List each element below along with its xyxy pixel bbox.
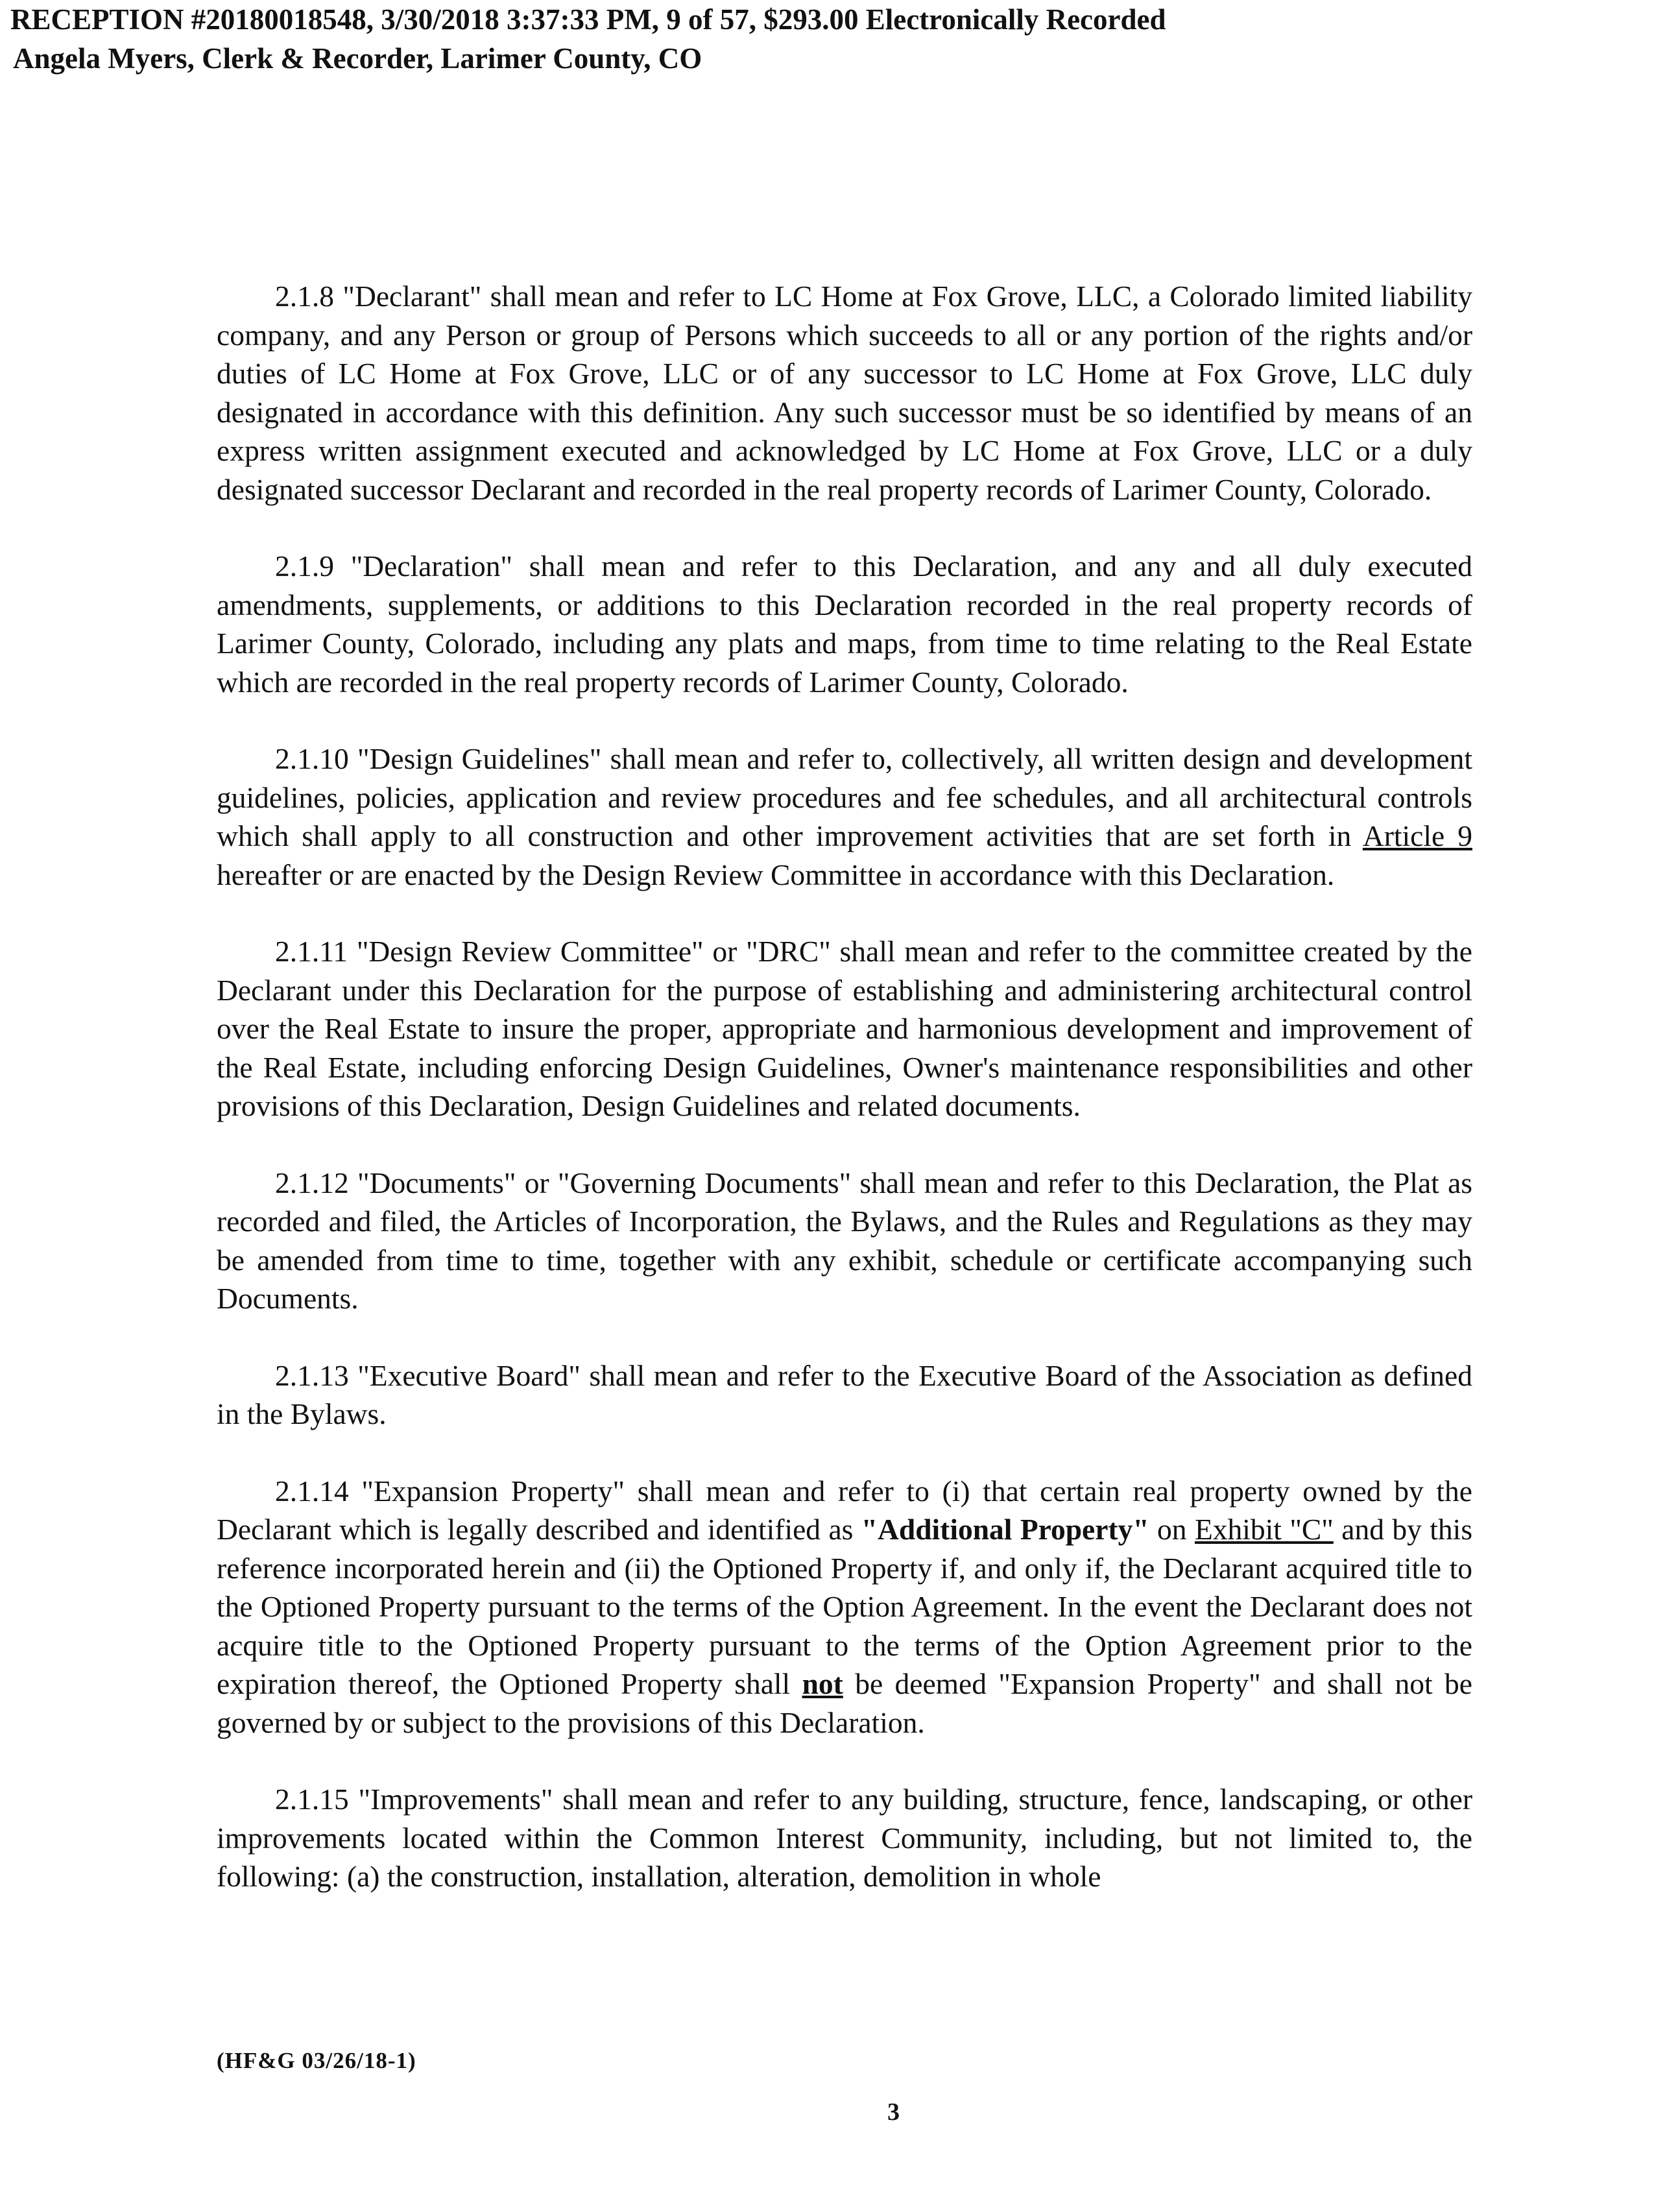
recording-header-line2: Angela Myers, Clerk & Recorder, Larimer County, CO — [13, 42, 702, 75]
definition-improvements: 2.1.15 "Improvements" shall mean and refer to any building, structure, fence, landscaping, or other improvements located within the Common Interest Community, including, but not limited to, the following: (a) the construction, installation, alteration, demolition in whole — [217, 1783, 1472, 1893]
definition-expansion-property — [217, 1472, 1472, 1742]
page-number: 3 — [887, 2098, 900, 2126]
definition-declarant: 2.1.8 "Declarant" shall mean and refer to LC Home at Fox Grove, LLC, a Colorado limited liability company, and any Person or group of Persons which succeeds to all or any portion of the rights and/or duties of LC Home at Fox Grove, LLC or of any successor to LC Home at Fox Grove, LLC duly designated in accordance with this definition. Any such successor must be so identified by means of an express written assignment executed and acknowledged by LC Home at Fox Grove, LLC or a duly designated successor Declarant and recorded in the real property records of Larimer County, Colorado. — [217, 280, 1472, 506]
exhibit-c-reference: Exhibit "C" — [1194, 1513, 1334, 1546]
footer-doc-code: (HF&G 03/26/18-1) — [217, 2048, 416, 2073]
definition-declaration: 2.1.9 "Declaration" shall mean and refer to this Declaration, and any and all duly executed amendments, supplements, or additions to this Declaration recorded in the real property records of Larimer County, Colorado, including any plats and maps, from time to time relating to the Real Estate which are recorded in the real property records of Larimer County, Colorado. — [217, 549, 1472, 699]
design-guidelines-text-after: hereafter or are enacted by the Design Review Committee in accordance with this Declaration. — [217, 858, 1335, 891]
definition-design-review-committee: 2.1.11 "Design Review Committee" or "DRC" shall mean and refer to the committee created by the Declarant under this Declaration for the purpose of establishing and administering architectural control over the Real Estate to insure the proper, appropriate and harmonious development and improvement of the Real Estate, including enforcing Design Guidelines, Owner's maintenance responsibilities and other provisions of this Declaration, Design Guidelines and related documents. — [217, 935, 1472, 1122]
definition-documents: 2.1.12 "Documents" or "Governing Documents" shall mean and refer to this Declaration, the Plat as recorded and filed, the Articles of Incorporation, the Bylaws, and the Rules and Regulations as they may be amended from time to time, together with any exhibit, schedule or certificate accompanying such Documents. — [217, 1166, 1472, 1315]
recording-header-line1: RECEPTION #20180018548, 3/30/2018 3:37:33 PM, 9 of 57, $293.00 Electronically Recorded — [10, 3, 1166, 36]
additional-property-term: "Additional Property" — [861, 1513, 1149, 1546]
expansion-text-part1: 2.1.14 "Expansion Property" shall mean and refer to (i) that certain real property owned by the Declarant which is legally described and identified as — [217, 1474, 1472, 1546]
not-emphasis: not — [802, 1667, 843, 1700]
expansion-text-part3: and by this reference incorporated herein and (ii) the Optioned Property if, and only if, the Declarant acquired title to the Optioned Property pursuant to the terms of the Option Agreement. In the event the Declarant does not acquire title to the Optioned Property pursuant to the terms of the Option Agreement prior to the expiration thereof, the Optioned Property shall — [217, 1513, 1473, 1700]
expansion-text-part4: be deemed "Expansion Property" and shall not be governed by or subject to the provisions of this Declaration. — [217, 1667, 1472, 1739]
article-9-reference: Article 9 — [1362, 819, 1472, 852]
definition-executive-board: 2.1.13 "Executive Board" shall mean and refer to the Executive Board of the Association as defined in the Bylaws. — [217, 1358, 1472, 1430]
document-body — [217, 277, 1472, 1934]
expansion-text-part2: on — [1149, 1513, 1195, 1546]
definition-design-guidelines — [217, 739, 1472, 894]
design-guidelines-text-before: 2.1.10 "Design Guidelines" shall mean and refer to, collectively, all written design and development guidelines, policies, application and review procedures and fee schedules, and all architectural controls which shall apply to all construction and other improvement activities that are set forth in — [217, 742, 1472, 852]
